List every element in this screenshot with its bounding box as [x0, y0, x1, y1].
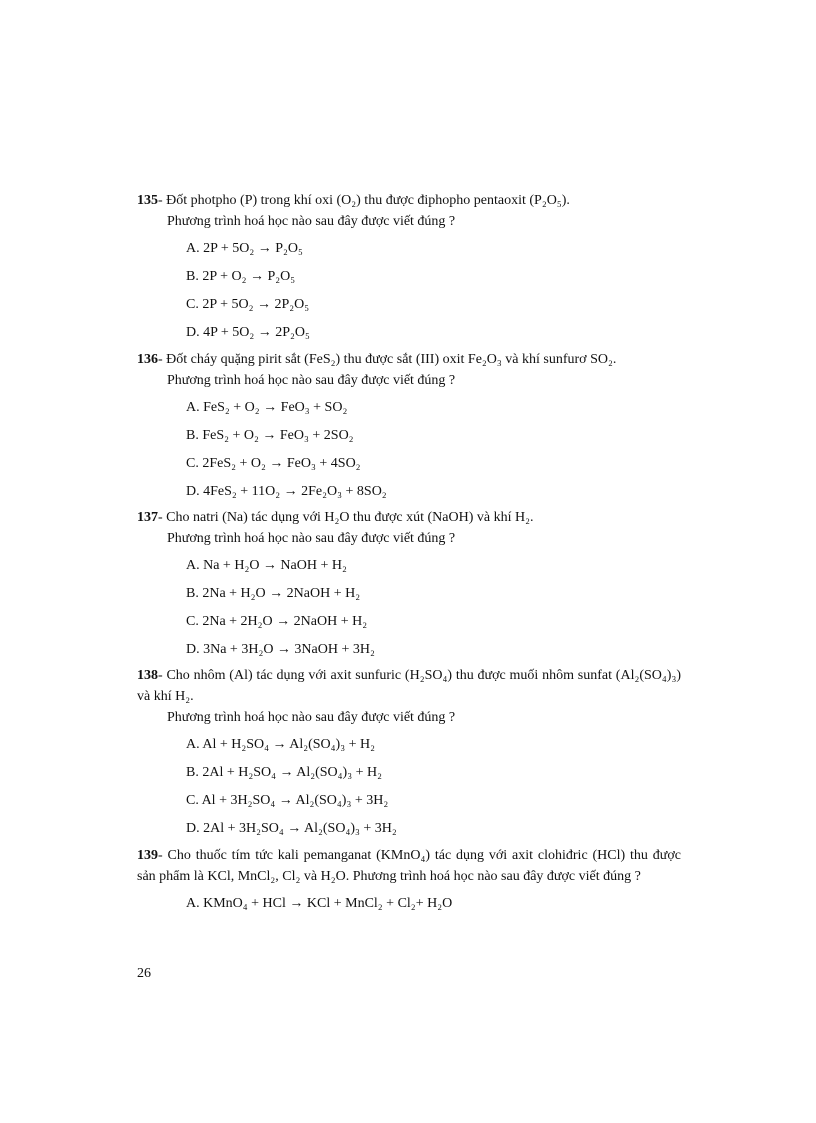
- option-c: C. 2FeS₂ + O₂ → FeO₃ + 4SO₂: [186, 456, 361, 471]
- option-b: B. FeS₂ + O₂ → FeO₃ + 2SO₂: [186, 428, 354, 443]
- option-a: A. Na + H₂O → NaOH + H₂: [186, 558, 347, 573]
- question-prompt: Phương trình hoá học nào sau đây được viết đúng ?: [167, 531, 456, 546]
- option-b: B. 2P + O₂ → P₂O₅: [186, 269, 296, 284]
- question-text: - Cho nhôm (Al) tác dụng với axit sunfuric (H₂SO₄) thu được muối nhôm sunfat (Al₂(SO₄)₃) và khí H₂.: [137, 668, 681, 704]
- option-list: [137, 235, 681, 347]
- question-136: [137, 349, 681, 506]
- option-d: D. 3Na + 3H₂O → 3NaOH + 3H₂: [186, 642, 375, 657]
- question-number: 136: [137, 352, 158, 367]
- option-list: [137, 394, 681, 506]
- page-number: 26: [137, 966, 151, 981]
- question-text: - Đốt photpho (P) trong khí oxi (O₂) thu được điphopho pentaoxit (P₂O₅).: [158, 193, 570, 208]
- option-b: B. 2Na + H₂O → 2NaOH + H₂: [186, 586, 361, 601]
- option-c: C. 2Na + 2H₂O → 2NaOH + H₂: [186, 614, 368, 629]
- option-d: D. 4P + 5O₂ → 2P₂O₅: [186, 325, 310, 340]
- option-d: D. 4FeS₂ + 11O₂ → 2Fe₂O₃ + 8SO₂: [186, 484, 387, 499]
- question-prompt: Phương trình hoá học nào sau đây được viết đúng ?: [167, 710, 456, 725]
- question-137: [137, 507, 681, 664]
- option-a: A. FeS₂ + O₂ → FeO₃ + SO₂: [186, 400, 348, 415]
- option-a: A. 2P + 5O₂ → P₂O₅: [186, 241, 303, 256]
- question-text: - Đốt cháy quặng pirit sắt (FeS₂) thu được sắt (III) oxit Fe₂O₃ và khí sunfurơ SO₂.: [158, 352, 617, 367]
- option-d: D. 2Al + 3H₂SO₄ → Al₂(SO₄)₃ + 3H₂: [186, 821, 397, 836]
- option-list: [137, 731, 681, 843]
- option-c: C. Al + 3H₂SO₄ → Al₂(SO₄)₃ + 3H₂: [186, 793, 389, 808]
- option-a: A. Al + H₂SO₄ → Al₂(SO₄)₃ + H₂: [186, 737, 375, 752]
- question-text: - Cho natri (Na) tác dụng với H₂O thu được xút (NaOH) và khí H₂.: [158, 510, 534, 525]
- option-a: A. KMnO₄ + HCl → KCl + MnCl₂ + Cl₂+ H₂O: [186, 896, 453, 911]
- question-number: 138: [137, 668, 158, 683]
- question-number: 139: [137, 848, 158, 863]
- question-139: [137, 845, 681, 918]
- option-b: B. 2Al + H₂SO₄ → Al₂(SO₄)₃ + H₂: [186, 765, 382, 780]
- question-prompt: Phương trình hoá học nào sau đây được viết đúng ?: [167, 214, 456, 229]
- question-prompt: Phương trình hoá học nào sau đây được viết đúng ?: [167, 373, 456, 388]
- option-list: [137, 890, 681, 918]
- question-135: [137, 190, 681, 347]
- question-number: 137: [137, 510, 158, 525]
- question-number: 135: [137, 193, 158, 208]
- option-list: [137, 552, 681, 664]
- question-text: - Cho thuốc tím tức kali pemanganat (KMnO₄) tác dụng với axit clohiđric (HCl) thu được sản phẩm là KCl, MnCl₂, Cl₂ và H₂O. Phương trình hoá học nào sau đây được viết đúng ?: [137, 848, 681, 884]
- question-138: [137, 665, 681, 843]
- option-c: C. 2P + 5O₂ → 2P₂O₅: [186, 297, 310, 312]
